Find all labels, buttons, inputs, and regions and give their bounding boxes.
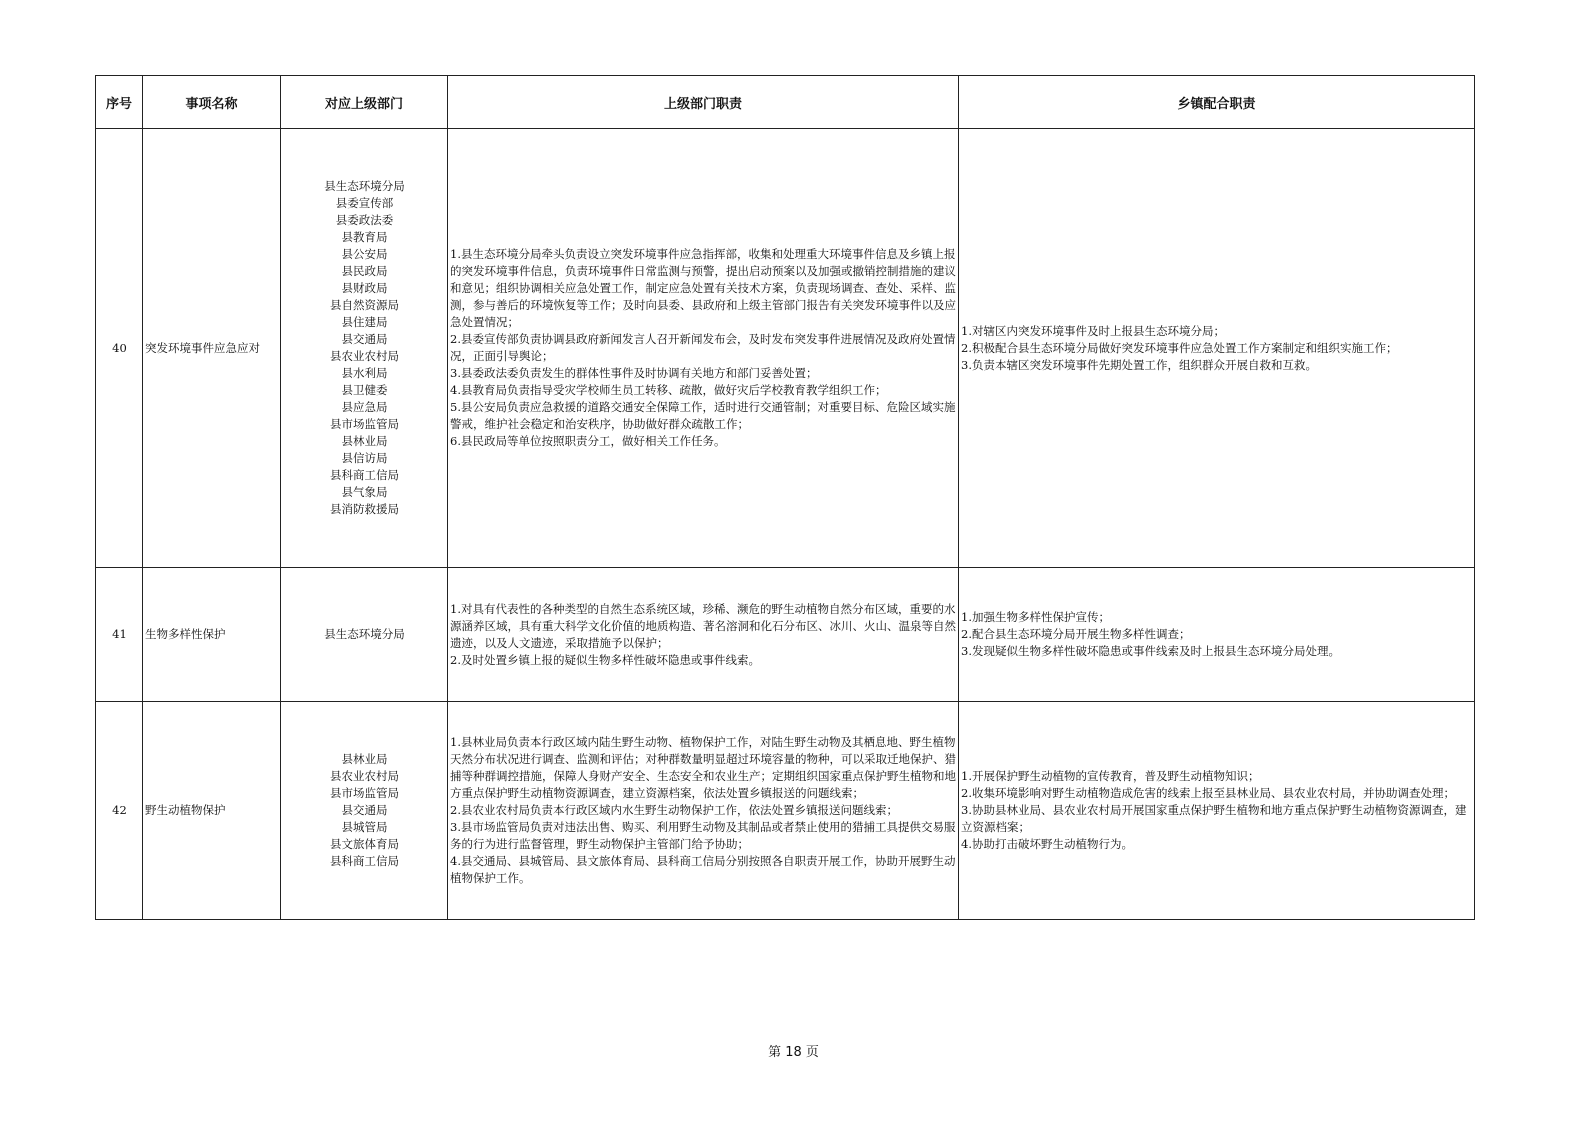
dept-item: 县交通局 [341, 803, 388, 817]
dept-item: 县应急局 [341, 400, 388, 414]
row-depts [281, 702, 448, 920]
dept-item: 县气象局 [341, 485, 388, 499]
row-superior-duty [448, 568, 959, 702]
dept-item: 县农业农村局 [330, 769, 399, 783]
row-item-name: 突发环境事件应急应对 [143, 129, 281, 568]
row-depts [281, 129, 448, 568]
dept-item: 县城管局 [341, 820, 388, 834]
dept-item: 县消防救援局 [330, 502, 399, 516]
row-township-duty [959, 702, 1475, 920]
dept-item: 县委宣传部 [335, 196, 394, 210]
dept-item: 县林业局 [341, 752, 388, 766]
row-seq: 41 [96, 568, 143, 702]
duty-line: 1.县生态环境分局牵头负责设立突发环境事件应急指挥部，收集和处理重大环境事件信息及乡镇上报的突发环境事件信息，负责环境事件日常监测与预警，提出启动预案以及加强或撤销控制措施的建议和意见；组织协调相关应急处置工作，制定应急处置有关技术方案，负责现场调查、查处、采样、监测，参与善后的环境恢复等工作；及时向县委、县政府和上级主管部门报告有关突发环境事件以及应急处置情况； [450, 247, 956, 329]
header-item-name: 事项名称 [143, 76, 281, 129]
dept-item: 县生态环境分局 [324, 179, 405, 193]
row-township-duty [959, 568, 1475, 702]
dept-item: 县信访局 [341, 451, 388, 465]
duty-line: 3.县委政法委负责发生的群体性事件及时协调有关地方和部门妥善处置； [450, 366, 818, 380]
row-item-name: 野生动植物保护 [143, 702, 281, 920]
page-number: 第 18 页 [768, 1045, 819, 1060]
dept-item: 县林业局 [341, 434, 388, 448]
duty-line: 2.及时处置乡镇上报的疑似生物多样性破坏隐患或事件线索。 [450, 652, 760, 667]
dept-item: 县公安局 [341, 247, 388, 261]
dept-item: 县市场监管局 [330, 786, 399, 800]
dept-item: 县市场监管局 [330, 417, 399, 431]
coop-line: 1.开展保护野生动植物的宣传教育，普及野生动植物知识； [961, 769, 1260, 783]
coop-line: 4.协助打击破坏野生动植物行为。 [961, 837, 1133, 851]
row-depts [281, 568, 448, 702]
dept-item: 县民政局 [341, 264, 388, 278]
row-item-name: 生物多样性保护 [143, 568, 281, 702]
coop-line: 1.加强生物多样性保护宣传； [961, 610, 1110, 624]
coop-line: 2.配合县生态环境分局开展生物多样性调查； [961, 627, 1191, 641]
duty-line: 2.县农业农村局负责本行政区域内水生野生动物保护工作，依法处置乡镇报送问题线索； [450, 803, 898, 817]
dept-item: 县水利局 [341, 366, 388, 380]
duty-line: 6.县民政局等单位按照职责分工，做好相关工作任务。 [450, 434, 726, 448]
header-township-duty: 乡镇配合职责 [959, 76, 1475, 129]
dept-item: 县自然资源局 [330, 298, 399, 312]
dept-item: 县住建局 [341, 315, 388, 329]
duty-line: 3.县市场监管局负责对违法出售、购买、利用野生动物及其制品或者禁止使用的猎捕工具提供交易服务的行为进行监督管理，野生动物保护主管部门给予协助； [450, 820, 956, 851]
header-row [96, 76, 1475, 129]
coop-line: 3.发现疑似生物多样性破坏隐患或事件线索及时上报县生态环境分局处理。 [961, 644, 1340, 658]
dept-item: 县科商工信局 [330, 468, 399, 482]
duty-line: 5.县公安局负责应急救援的道路交通安全保障工作，适时进行交通管制；对重要目标、危险区域实施警戒，维护社会稳定和治安秩序，协助做好群众疏散工作； [450, 400, 956, 431]
dept-item: 县科商工信局 [330, 854, 399, 868]
table-row [96, 702, 1475, 920]
header-seq: 序号 [96, 76, 143, 129]
coop-line: 2.收集环境影响对野生动植物造成危害的线索上报至县林业局、县农业农村局，并协助调查处理； [961, 786, 1455, 800]
header-superior-duty: 上级部门职责 [448, 76, 959, 129]
dept-item: 县卫健委 [341, 383, 388, 397]
coop-line: 3.协助县林业局、县农业农村局开展国家重点保护野生植物和地方重点保护野生动植物资源调查，建立资源档案； [961, 803, 1467, 834]
duty-line: 4.县交通局、县城管局、县文旅体育局、县科商工信局分别按照各自职责开展工作，协助开展野生动植物保护工作。 [450, 854, 956, 885]
dept-item: 县农业农村局 [330, 349, 399, 363]
duty-line: 1.县林业局负责本行政区域内陆生野生动物、植物保护工作，对陆生野生动物及其栖息地、野生植物天然分布状况进行调查、监测和评估；对种群数量明显超过环境容量的物种，可以采取迁地保护、猎捕等种群调控措施，保障人身财产安全、生态安全和农业生产；定期组织国家重点保护野生植物和地方重点保护野生动植物资源调查，建立资源档案，依法处置乡镇报送的问题线索； [450, 735, 956, 800]
duty-line: 4.县教育局负责指导受灾学校师生员工转移、疏散，做好灾后学校教育教学组织工作； [450, 383, 887, 397]
table-row [96, 129, 1475, 568]
table-row [96, 568, 1475, 702]
row-township-duty [959, 129, 1475, 568]
coop-line: 1.对辖区内突发环境事件及时上报县生态环境分局； [961, 323, 1225, 338]
coop-line: 2.积极配合县生态环境分局做好突发环境事件应急处置工作方案制定和组织实施工作； [961, 340, 1398, 355]
row-superior-duty [448, 129, 959, 568]
dept-item: 县委政法委 [335, 213, 394, 227]
dept-item: 县生态环境分局 [324, 627, 405, 641]
row-seq: 40 [96, 129, 143, 568]
coop-line: 3.负责本辖区突发环境事件先期处置工作，组织群众开展自救和互救。 [961, 357, 1317, 372]
header-superior-dept: 对应上级部门 [281, 76, 448, 129]
dept-item: 县交通局 [341, 332, 388, 346]
dept-item: 县文旅体育局 [330, 837, 399, 851]
row-seq: 42 [96, 702, 143, 920]
dept-item: 县教育局 [341, 230, 388, 244]
duty-line: 2.县委宣传部负责协调县政府新闻发言人召开新闻发布会，及时发布突发事件进展情况及政府处置情况，正面引导舆论； [450, 332, 956, 363]
duties-table [95, 75, 1475, 920]
row-superior-duty [448, 702, 959, 920]
dept-item: 县财政局 [341, 281, 388, 295]
duty-line: 1.对具有代表性的各种类型的自然生态系统区域，珍稀、濒危的野生动植物自然分布区域，重要的水源涵养区域，具有重大科学文化价值的地质构造、著名溶洞和化石分布区、冰川、火山、温泉等自然遗迹，以及人文遗迹，采取措施予以保护； [450, 601, 956, 650]
